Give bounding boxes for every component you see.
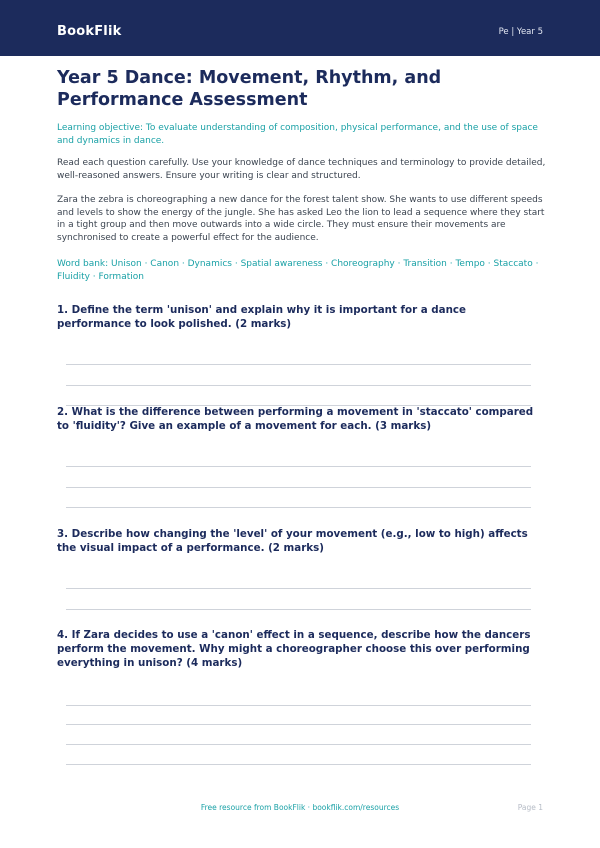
answer-line[interactable]: [66, 364, 531, 365]
question-3: 3. Describe how changing the 'level' of your movement (e.g., low to high) affects the visual impact of a performance. (2 marks): [57, 528, 528, 554]
answer-line[interactable]: [66, 705, 531, 706]
footer-source: Free resource from BookFlik · bookflik.com/resources: [200, 803, 400, 812]
answer-line[interactable]: [66, 507, 531, 508]
word-bank: Word bank: Unison · Canon · Dynamics · Spatial awareness · Choreography · Transition · Tempo · Staccato · Fluidity · Formation: [57, 259, 539, 282]
question-4: 4. If Zara decides to use a 'canon' effect in a sequence, describe how the dancers perform the movement. Why might a choreographer choose this over performing everything in unison? (4 marks): [57, 629, 531, 669]
instructions-text: Read each question carefully. Use your knowledge of dance techniques and terminology to provide detailed, well-reasoned answers. Ensure your writing is clear and structured.: [57, 158, 546, 181]
scenario-text: Zara the zebra is choreographing a new dance for the forest talent show. She wants to use different speeds and levels to show the energy of the jungle. She has asked Leo the lion to lead a sequence where they start in a tight group and then move outwards into a wide circle. They must ensure their movements are synchronised to create a powerful effect for the audience.: [57, 195, 545, 243]
answer-line[interactable]: [66, 724, 531, 725]
brand-logo: BookFlik: [57, 24, 122, 39]
answer-line[interactable]: [66, 609, 531, 610]
question-2: 2. What is the difference between performing a movement in 'staccato' compared to 'fluidity'? Give an example of a movement for each. (3 marks): [57, 406, 534, 432]
answer-line[interactable]: [66, 588, 531, 589]
answer-line[interactable]: [66, 764, 531, 765]
page-number: Page 1: [517, 803, 543, 812]
learning-objective: Learning objective: To evaluate understanding of composition, physical performance, and the use of space and dynamics in dance.: [57, 123, 538, 146]
answer-line[interactable]: [66, 385, 531, 386]
subject-year-label: Pe | Year 5: [498, 27, 543, 37]
answer-line[interactable]: [66, 466, 531, 467]
page-title: Year 5 Dance: Movement, Rhythm, and Performance Assessment: [57, 68, 442, 110]
page-header: [0, 0, 600, 56]
question-1: 1. Define the term 'unison' and explain why it is important for a dance performance to look polished. (2 marks): [57, 304, 467, 330]
answer-line[interactable]: [66, 744, 531, 745]
answer-line[interactable]: [66, 487, 531, 488]
